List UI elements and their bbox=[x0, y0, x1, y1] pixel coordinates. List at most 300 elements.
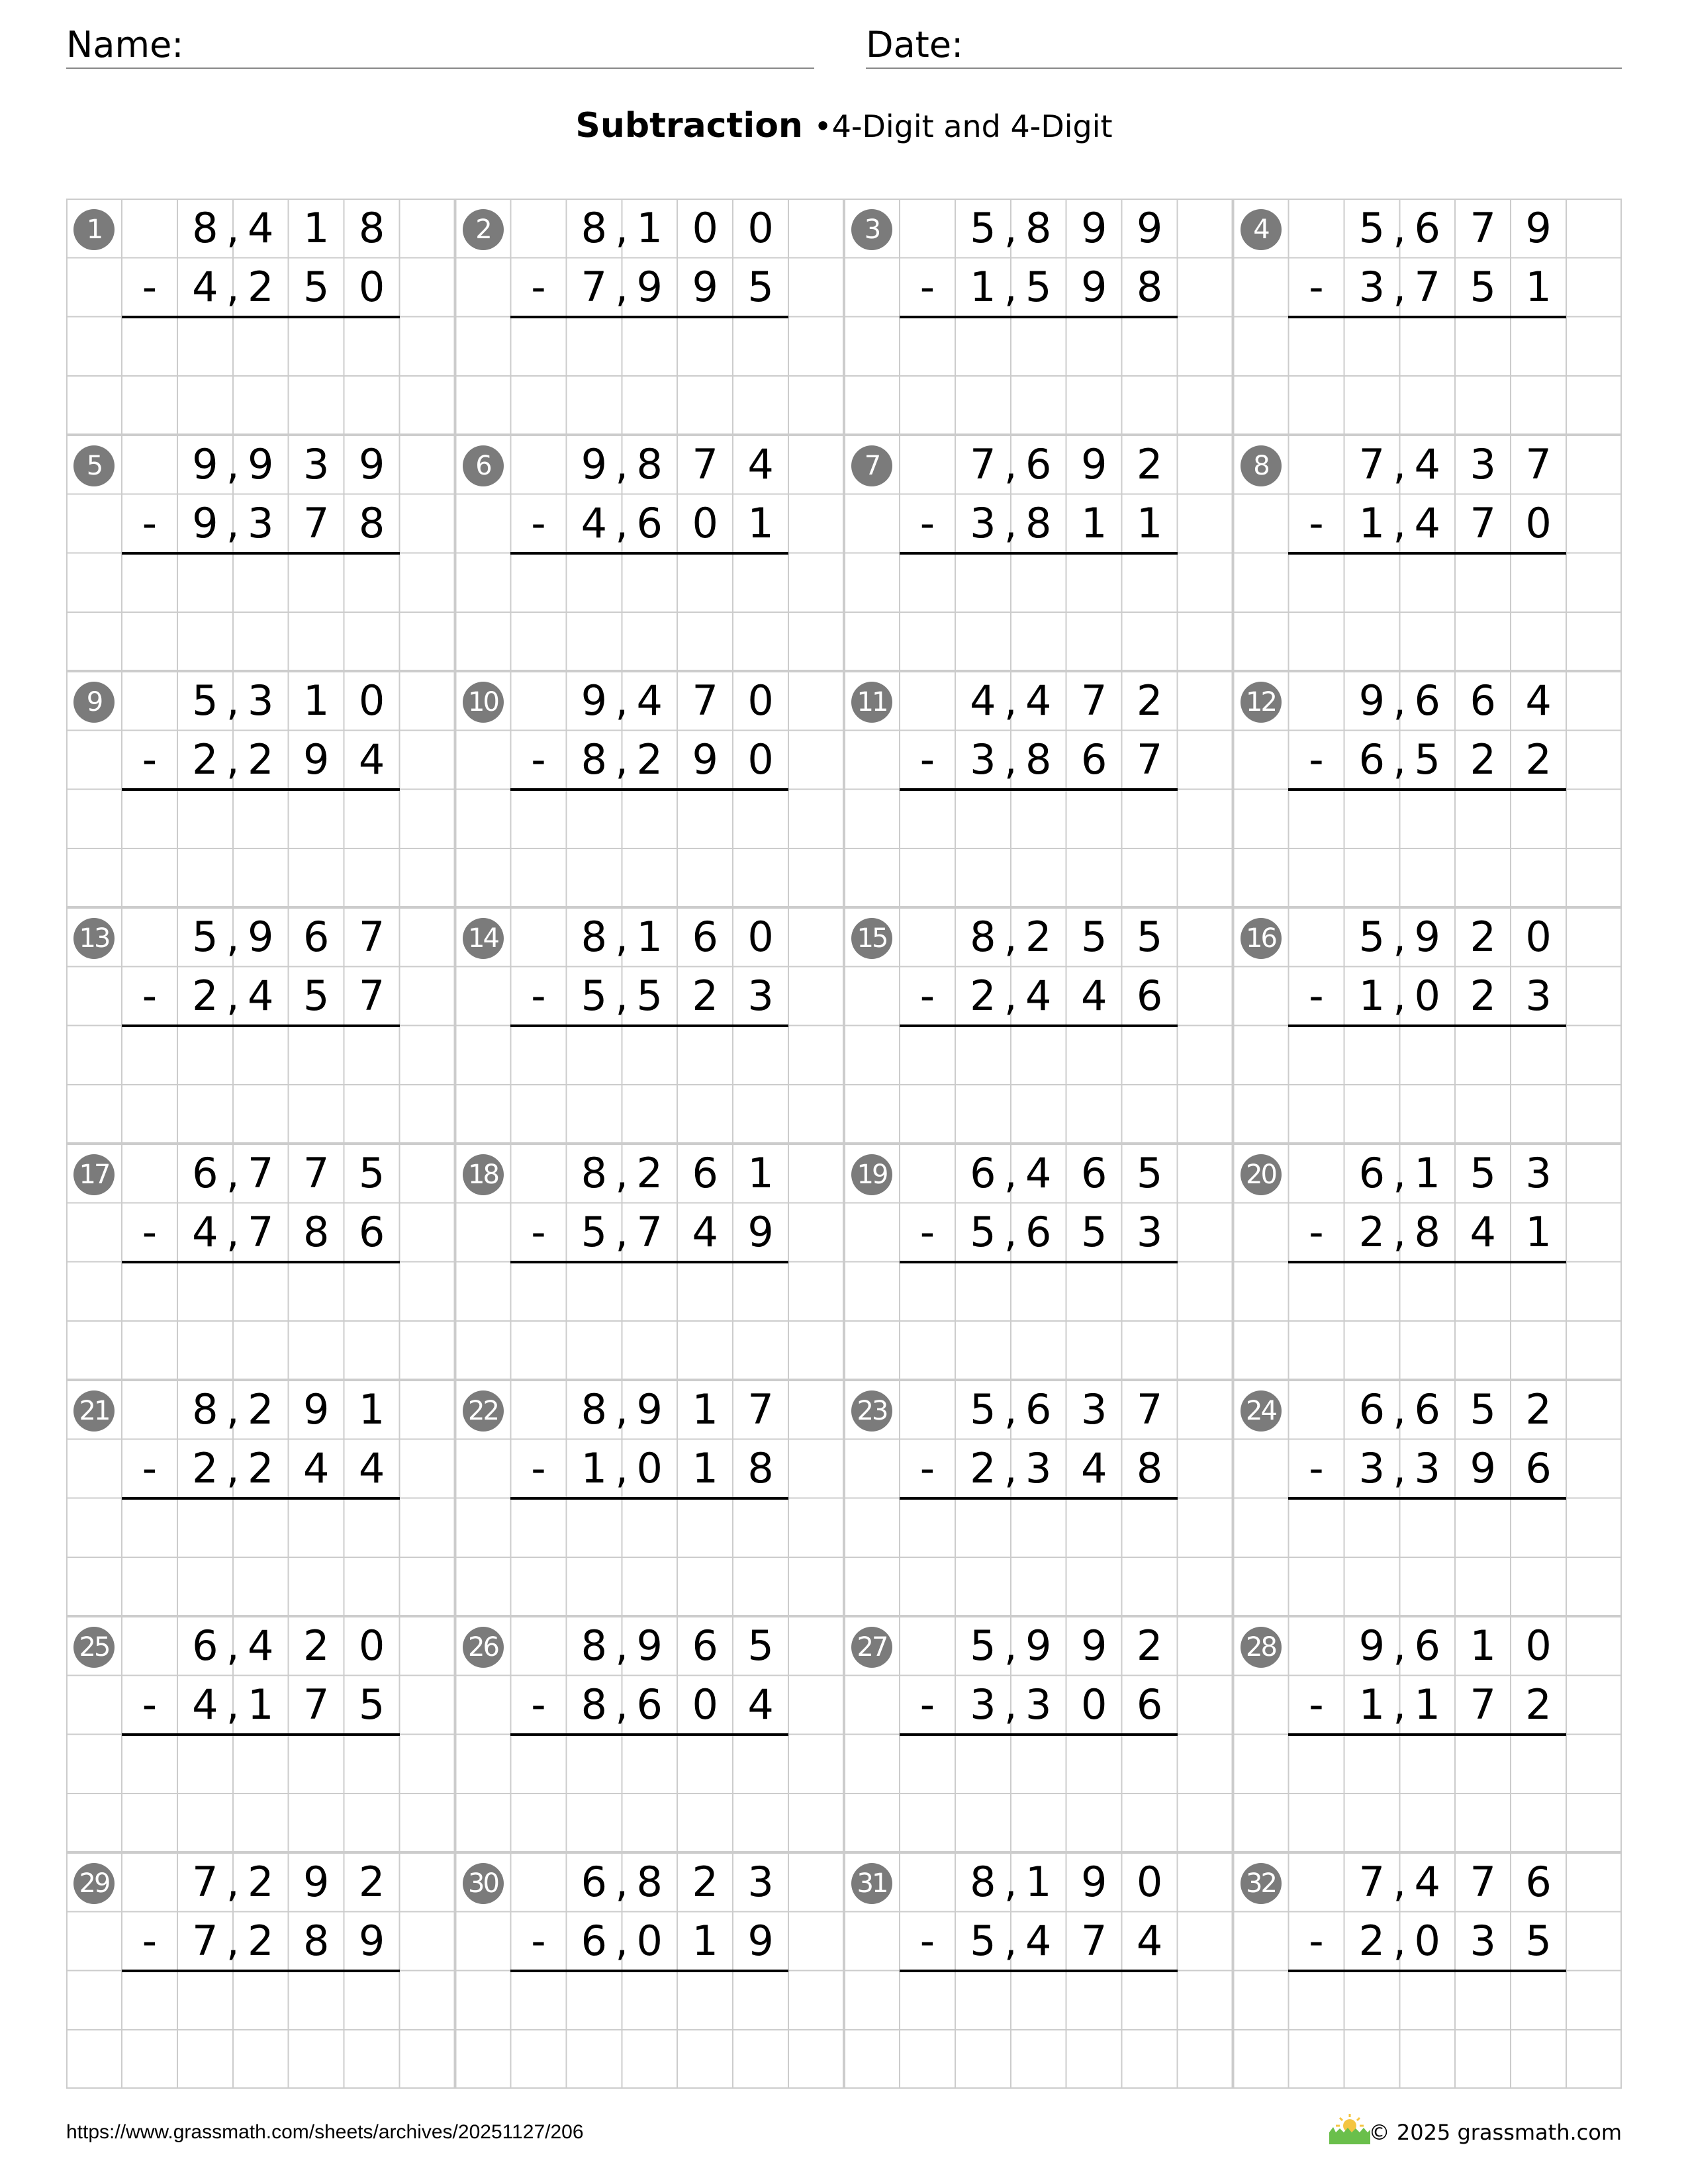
subtrahend-digit: 0 bbox=[1080, 1680, 1107, 1729]
minuend-digit: 6 bbox=[692, 913, 718, 962]
minus-sign: - bbox=[142, 1917, 158, 1966]
subtrahend-digit: 3 bbox=[1525, 972, 1552, 1021]
minuend-digit: 3 bbox=[747, 1858, 774, 1907]
minuend-digit: 8 bbox=[636, 1858, 663, 1907]
problem-number-badge: 13 bbox=[73, 918, 115, 959]
minuend-comma: , bbox=[615, 1385, 629, 1434]
problem-7 bbox=[844, 435, 1233, 671]
minuend-digit: 7 bbox=[1358, 1858, 1385, 1907]
answer-area[interactable] bbox=[1288, 1498, 1566, 1617]
answer-area[interactable] bbox=[900, 1026, 1178, 1144]
problem-number-badge: 8 bbox=[1241, 445, 1282, 486]
minuend-digit: 9 bbox=[581, 676, 608, 725]
problem-6 bbox=[455, 435, 845, 671]
subtrahend-digit: 5 bbox=[970, 1208, 996, 1257]
problem-12 bbox=[1233, 671, 1622, 907]
problem-8 bbox=[1233, 435, 1622, 671]
subtrahend-digit: 9 bbox=[1470, 1444, 1496, 1493]
minuend-digit: 1 bbox=[636, 204, 663, 253]
subtrahend-digit: 6 bbox=[1525, 1444, 1552, 1493]
subtrahend-digit: 0 bbox=[358, 263, 385, 312]
subtrahend-digit: 9 bbox=[636, 263, 663, 312]
minuend-digit: 9 bbox=[303, 1385, 330, 1434]
subtrahend-comma: , bbox=[1004, 1917, 1017, 1966]
date-line[interactable] bbox=[866, 68, 1622, 69]
minuend-comma: , bbox=[615, 1858, 629, 1907]
minus-sign: - bbox=[1309, 1680, 1324, 1729]
subtrahend-digit: 4 bbox=[1414, 499, 1440, 548]
answer-area[interactable] bbox=[510, 317, 788, 435]
minuend-comma: , bbox=[615, 1149, 629, 1198]
answer-area[interactable] bbox=[900, 1498, 1178, 1617]
minuend-digit: 8 bbox=[192, 204, 218, 253]
subtrahend-digit: 0 bbox=[1414, 972, 1440, 1021]
minuend-digit: 9 bbox=[1358, 676, 1385, 725]
minuend-digit: 5 bbox=[1358, 204, 1385, 253]
subtrahend-digit: 9 bbox=[692, 735, 718, 784]
minuend-digit: 0 bbox=[747, 913, 774, 962]
subtrahend-digit: 8 bbox=[747, 1444, 774, 1493]
subtrahend-digit: 0 bbox=[692, 1680, 718, 1729]
answer-area[interactable] bbox=[122, 790, 400, 908]
answer-area[interactable] bbox=[1288, 790, 1566, 908]
problem-16 bbox=[1233, 907, 1622, 1144]
subtrahend-digit: 2 bbox=[1525, 735, 1552, 784]
answer-area[interactable] bbox=[122, 553, 400, 672]
subtrahend-digit: 5 bbox=[970, 1917, 996, 1966]
problem-number-badge: 23 bbox=[851, 1390, 892, 1432]
subtrahend-digit: 9 bbox=[747, 1917, 774, 1966]
answer-area[interactable] bbox=[122, 317, 400, 435]
subtrahend-comma: , bbox=[226, 499, 240, 548]
problem-number-badge: 16 bbox=[1241, 918, 1282, 959]
problem-22 bbox=[455, 1380, 845, 1616]
minuend-digit: 5 bbox=[1470, 1149, 1496, 1198]
minuend-digit: 4 bbox=[970, 676, 996, 725]
title-main: Subtraction bbox=[575, 106, 803, 146]
subtrahend-comma: , bbox=[1393, 735, 1407, 784]
subtrahend-digit: 7 bbox=[1470, 1680, 1496, 1729]
minuend-comma: , bbox=[226, 440, 240, 489]
minuend-digit: 9 bbox=[1358, 1621, 1385, 1670]
subtrahend-digit: 3 bbox=[1025, 1680, 1052, 1729]
subtrahend-digit: 2 bbox=[248, 263, 274, 312]
subtrahend-digit: 3 bbox=[1136, 1208, 1163, 1257]
subtrahend-digit: 3 bbox=[1358, 1444, 1385, 1493]
problem-5 bbox=[66, 435, 455, 671]
subtrahend-digit: 2 bbox=[692, 972, 718, 1021]
answer-area[interactable] bbox=[1288, 1971, 1566, 2089]
subtrahend-comma: , bbox=[226, 1444, 240, 1493]
subtrahend-digit: 7 bbox=[248, 1208, 274, 1257]
subtrahend-comma: , bbox=[1393, 263, 1407, 312]
subtrahend-digit: 1 bbox=[248, 1680, 274, 1729]
subtrahend-digit: 1 bbox=[1525, 1208, 1552, 1257]
problem-number-badge: 11 bbox=[851, 682, 892, 723]
subtrahend-digit: 1 bbox=[970, 263, 996, 312]
minuend-digit: 2 bbox=[1136, 1621, 1163, 1670]
subtrahend-digit: 2 bbox=[1358, 1208, 1385, 1257]
answer-area[interactable] bbox=[122, 1735, 400, 1853]
minuend-digit: 7 bbox=[358, 913, 385, 962]
minuend-digit: 9 bbox=[581, 440, 608, 489]
minuend-digit: 4 bbox=[1025, 676, 1052, 725]
minuend-digit: 8 bbox=[636, 440, 663, 489]
title-subtitle: 4-Digit and 4-Digit bbox=[831, 109, 1113, 144]
minus-sign: - bbox=[1309, 263, 1324, 312]
subtrahend-digit: 1 bbox=[1136, 499, 1163, 548]
problem-11 bbox=[844, 671, 1233, 907]
problem-32 bbox=[1233, 1852, 1622, 2089]
minus-sign: - bbox=[142, 1680, 158, 1729]
subtrahend-digit: 1 bbox=[692, 1917, 718, 1966]
subtrahend-digit: 1 bbox=[1414, 1680, 1440, 1729]
minuend-digit: 3 bbox=[248, 676, 274, 725]
minus-sign: - bbox=[919, 1917, 935, 1966]
minuend-digit: 4 bbox=[1525, 676, 1552, 725]
minus-sign: - bbox=[142, 499, 158, 548]
subtrahend-comma: , bbox=[1393, 972, 1407, 1021]
subtrahend-comma: , bbox=[615, 735, 629, 784]
footer-url: https://www.grassmath.com/sheets/archives/20251127/206 bbox=[66, 2121, 584, 2143]
minuend-digit: 5 bbox=[1080, 913, 1107, 962]
minuend-digit: 7 bbox=[248, 1149, 274, 1198]
subtrahend-digit: 5 bbox=[581, 1208, 608, 1257]
subtrahend-digit: 3 bbox=[970, 1680, 996, 1729]
answer-area[interactable] bbox=[1288, 1262, 1566, 1381]
minuend-comma: , bbox=[226, 913, 240, 962]
subtrahend-comma: , bbox=[1004, 1680, 1017, 1729]
minuend-digit: 7 bbox=[1136, 1385, 1163, 1434]
minuend-digit: 7 bbox=[192, 1858, 218, 1907]
subtrahend-digit: 4 bbox=[581, 499, 608, 548]
subtrahend-digit: 2 bbox=[1358, 1917, 1385, 1966]
minus-sign: - bbox=[1309, 1208, 1324, 1257]
minuend-digit: 4 bbox=[1414, 1858, 1440, 1907]
problem-27 bbox=[844, 1616, 1233, 1852]
answer-area[interactable] bbox=[510, 1971, 788, 2089]
subtrahend-digit: 5 bbox=[1525, 1917, 1552, 1966]
problem-number-badge: 10 bbox=[463, 682, 504, 723]
answer-area[interactable] bbox=[510, 1262, 788, 1381]
minuend-comma: , bbox=[615, 913, 629, 962]
minuend-digit: 6 bbox=[1414, 204, 1440, 253]
minus-sign: - bbox=[142, 1208, 158, 1257]
minuend-digit: 2 bbox=[1136, 440, 1163, 489]
problem-number-badge: 28 bbox=[1241, 1627, 1282, 1668]
minuend-digit: 4 bbox=[248, 204, 274, 253]
subtrahend-digit: 2 bbox=[248, 1444, 274, 1493]
subtrahend-digit: 0 bbox=[747, 735, 774, 784]
subtrahend-digit: 7 bbox=[358, 972, 385, 1021]
minuend-digit: 0 bbox=[747, 676, 774, 725]
subtrahend-digit: 0 bbox=[692, 499, 718, 548]
minus-sign: - bbox=[919, 1680, 935, 1729]
subtrahend-digit: 8 bbox=[1136, 1444, 1163, 1493]
subtrahend-digit: 9 bbox=[192, 499, 218, 548]
problem-number-badge: 4 bbox=[1241, 209, 1282, 250]
minus-sign: - bbox=[1309, 1444, 1324, 1493]
subtrahend-comma: , bbox=[1393, 499, 1407, 548]
minuend-digit: 0 bbox=[1525, 1621, 1552, 1670]
minus-sign: - bbox=[531, 263, 546, 312]
problem-number-badge: 21 bbox=[73, 1390, 115, 1432]
minuend-digit: 6 bbox=[1025, 440, 1052, 489]
minuend-digit: 6 bbox=[1358, 1149, 1385, 1198]
subtrahend-digit: 7 bbox=[581, 263, 608, 312]
answer-area[interactable] bbox=[122, 1498, 400, 1617]
subtrahend-comma: , bbox=[226, 735, 240, 784]
subtrahend-digit: 4 bbox=[1025, 972, 1052, 1021]
subtrahend-digit: 1 bbox=[1358, 499, 1385, 548]
subtrahend-digit: 6 bbox=[1025, 1208, 1052, 1257]
answer-area[interactable] bbox=[1288, 553, 1566, 672]
minus-sign: - bbox=[919, 1444, 935, 1493]
minus-sign: - bbox=[142, 1444, 158, 1493]
minuend-comma: , bbox=[615, 676, 629, 725]
subtrahend-digit: 6 bbox=[1136, 1680, 1163, 1729]
subtrahend-comma: , bbox=[615, 263, 629, 312]
minus-sign: - bbox=[531, 1444, 546, 1493]
minuend-digit: 4 bbox=[248, 1621, 274, 1670]
minuend-digit: 0 bbox=[747, 204, 774, 253]
minus-sign: - bbox=[919, 263, 935, 312]
subtrahend-digit: 8 bbox=[358, 499, 385, 548]
subtrahend-digit: 5 bbox=[636, 972, 663, 1021]
answer-area[interactable] bbox=[122, 1971, 400, 2089]
minuend-comma: , bbox=[615, 440, 629, 489]
subtrahend-digit: 1 bbox=[747, 499, 774, 548]
subtrahend-digit: 0 bbox=[1525, 499, 1552, 548]
problem-17 bbox=[66, 1144, 455, 1380]
minuend-digit: 6 bbox=[303, 913, 330, 962]
minuend-digit: 6 bbox=[192, 1621, 218, 1670]
answer-area[interactable] bbox=[900, 790, 1178, 908]
minuend-comma: , bbox=[615, 204, 629, 253]
date-label: Date: bbox=[866, 24, 964, 66]
minuend-comma: , bbox=[1004, 1621, 1017, 1670]
minuend-comma: , bbox=[226, 1385, 240, 1434]
answer-area[interactable] bbox=[1288, 1026, 1566, 1144]
problem-18 bbox=[455, 1144, 845, 1380]
subtrahend-digit: 1 bbox=[692, 1444, 718, 1493]
subtrahend-digit: 2 bbox=[970, 972, 996, 1021]
minus-sign: - bbox=[531, 972, 546, 1021]
minuend-digit: 9 bbox=[192, 440, 218, 489]
subtrahend-digit: 5 bbox=[1080, 1208, 1107, 1257]
subtrahend-digit: 9 bbox=[358, 1917, 385, 1966]
answer-area[interactable] bbox=[900, 1971, 1178, 2089]
minuend-digit: 0 bbox=[358, 676, 385, 725]
subtrahend-comma: , bbox=[615, 1917, 629, 1966]
subtrahend-digit: 4 bbox=[192, 1208, 218, 1257]
minus-sign: - bbox=[919, 735, 935, 784]
problem-number-badge: 30 bbox=[463, 1863, 504, 1904]
minuend-digit: 8 bbox=[192, 1385, 218, 1434]
minuend-digit: 9 bbox=[358, 440, 385, 489]
subtrahend-digit: 4 bbox=[1025, 1917, 1052, 1966]
minuend-comma: , bbox=[1393, 1858, 1407, 1907]
subtrahend-digit: 4 bbox=[692, 1208, 718, 1257]
problem-number-badge: 7 bbox=[851, 445, 892, 486]
answer-area[interactable] bbox=[122, 1026, 400, 1144]
subtrahend-digit: 6 bbox=[1080, 735, 1107, 784]
minuend-digit: 7 bbox=[1080, 676, 1107, 725]
minuend-digit: 9 bbox=[636, 1621, 663, 1670]
subtrahend-digit: 2 bbox=[636, 735, 663, 784]
minuend-digit: 6 bbox=[1414, 1385, 1440, 1434]
minuend-comma: , bbox=[1004, 1385, 1017, 1434]
problem-23 bbox=[844, 1380, 1233, 1616]
minuend-comma: , bbox=[226, 676, 240, 725]
minuend-comma: , bbox=[1004, 204, 1017, 253]
answer-area[interactable] bbox=[1288, 1735, 1566, 1853]
footer-copyright: © 2025 grassmath.com bbox=[1368, 2120, 1622, 2145]
minuend-digit: 4 bbox=[747, 440, 774, 489]
subtrahend-comma: , bbox=[1004, 499, 1017, 548]
subtrahend-comma: , bbox=[1004, 1208, 1017, 1257]
minuend-digit: 5 bbox=[1470, 1385, 1496, 1434]
subtrahend-digit: 9 bbox=[303, 735, 330, 784]
minuend-digit: 9 bbox=[1080, 1858, 1107, 1907]
minuend-digit: 5 bbox=[358, 1149, 385, 1198]
minuend-digit: 2 bbox=[248, 1858, 274, 1907]
page-title bbox=[0, 106, 1688, 146]
answer-area[interactable] bbox=[900, 1262, 1178, 1381]
subtrahend-digit: 1 bbox=[1525, 263, 1552, 312]
subtrahend-comma: , bbox=[1004, 735, 1017, 784]
answer-area[interactable] bbox=[122, 1262, 400, 1381]
problem-1 bbox=[66, 199, 455, 435]
problem-31 bbox=[844, 1852, 1233, 2089]
minuend-digit: 5 bbox=[1136, 913, 1163, 962]
minus-sign: - bbox=[919, 1208, 935, 1257]
minus-sign: - bbox=[919, 499, 935, 548]
minuend-digit: 5 bbox=[970, 1621, 996, 1670]
problem-number-badge: 17 bbox=[73, 1154, 115, 1195]
answer-area[interactable] bbox=[900, 553, 1178, 672]
minuend-digit: 9 bbox=[1080, 204, 1107, 253]
minuend-digit: 4 bbox=[1414, 440, 1440, 489]
subtrahend-comma: , bbox=[615, 972, 629, 1021]
answer-area[interactable] bbox=[510, 1735, 788, 1853]
minuend-digit: 8 bbox=[1025, 204, 1052, 253]
minuend-digit: 0 bbox=[1136, 1858, 1163, 1907]
minuend-digit: 6 bbox=[1525, 1858, 1552, 1907]
minus-sign: - bbox=[142, 263, 158, 312]
subtrahend-comma: , bbox=[615, 1680, 629, 1729]
answer-area[interactable] bbox=[510, 553, 788, 672]
problem-19 bbox=[844, 1144, 1233, 1380]
subtrahend-comma: , bbox=[226, 263, 240, 312]
minuend-digit: 2 bbox=[1136, 676, 1163, 725]
minuend-digit: 0 bbox=[358, 1621, 385, 1670]
subtrahend-digit: 8 bbox=[581, 735, 608, 784]
minuend-digit: 3 bbox=[1080, 1385, 1107, 1434]
subtrahend-comma: , bbox=[1393, 1208, 1407, 1257]
minuend-digit: 6 bbox=[1414, 676, 1440, 725]
minus-sign: - bbox=[531, 1208, 546, 1257]
problem-3 bbox=[844, 199, 1233, 435]
minuend-digit: 3 bbox=[1470, 440, 1496, 489]
minuend-comma: , bbox=[226, 1621, 240, 1670]
minuend-digit: 8 bbox=[581, 1149, 608, 1198]
minuend-digit: 9 bbox=[1525, 204, 1552, 253]
subtrahend-digit: 8 bbox=[1025, 735, 1052, 784]
minuend-comma: , bbox=[1393, 1149, 1407, 1198]
minuend-digit: 9 bbox=[248, 913, 274, 962]
subtrahend-digit: 3 bbox=[1414, 1444, 1440, 1493]
problem-number-badge: 27 bbox=[851, 1627, 892, 1668]
minuend-comma: , bbox=[615, 1621, 629, 1670]
minuend-comma: , bbox=[226, 204, 240, 253]
problem-26 bbox=[455, 1616, 845, 1852]
problem-9 bbox=[66, 671, 455, 907]
minuend-digit: 6 bbox=[1358, 1385, 1385, 1434]
minuend-digit: 8 bbox=[581, 1385, 608, 1434]
minuend-digit: 7 bbox=[1525, 440, 1552, 489]
answer-area[interactable] bbox=[510, 1026, 788, 1144]
answer-area[interactable] bbox=[510, 790, 788, 908]
answer-area[interactable] bbox=[900, 1735, 1178, 1853]
minuend-digit: 1 bbox=[358, 1385, 385, 1434]
subtrahend-digit: 7 bbox=[1136, 735, 1163, 784]
subtrahend-digit: 2 bbox=[192, 972, 218, 1021]
minuend-digit: 4 bbox=[636, 676, 663, 725]
minus-sign: - bbox=[1309, 1917, 1324, 1966]
minus-sign: - bbox=[142, 972, 158, 1021]
answer-area[interactable] bbox=[1288, 317, 1566, 435]
minuend-comma: , bbox=[1393, 204, 1407, 253]
minuend-digit: 5 bbox=[192, 676, 218, 725]
subtrahend-digit: 6 bbox=[358, 1208, 385, 1257]
minus-sign: - bbox=[142, 735, 158, 784]
minuend-digit: 4 bbox=[1025, 1149, 1052, 1198]
minuend-digit: 7 bbox=[303, 1149, 330, 1198]
subtrahend-digit: 0 bbox=[636, 1444, 663, 1493]
subtrahend-digit: 8 bbox=[1136, 263, 1163, 312]
name-line[interactable] bbox=[66, 68, 814, 69]
minuend-digit: 8 bbox=[581, 204, 608, 253]
minuend-digit: 1 bbox=[1470, 1621, 1496, 1670]
subtrahend-digit: 4 bbox=[1136, 1917, 1163, 1966]
problem-number-badge: 2 bbox=[463, 209, 504, 250]
minuend-digit: 7 bbox=[747, 1385, 774, 1434]
minuend-comma: , bbox=[1004, 913, 1017, 962]
minuend-digit: 9 bbox=[1414, 913, 1440, 962]
minuend-digit: 1 bbox=[303, 204, 330, 253]
problem-number-badge: 15 bbox=[851, 918, 892, 959]
subtrahend-digit: 2 bbox=[192, 1444, 218, 1493]
answer-area[interactable] bbox=[900, 317, 1178, 435]
minuend-digit: 6 bbox=[581, 1858, 608, 1907]
subtrahend-digit: 4 bbox=[358, 735, 385, 784]
problem-30 bbox=[455, 1852, 845, 2089]
subtrahend-digit: 3 bbox=[1470, 1917, 1496, 1966]
subtrahend-digit: 6 bbox=[581, 1917, 608, 1966]
problem-number-badge: 26 bbox=[463, 1627, 504, 1668]
answer-area[interactable] bbox=[510, 1498, 788, 1617]
subtrahend-digit: 3 bbox=[970, 735, 996, 784]
name-label: Name: bbox=[66, 24, 184, 66]
subtrahend-digit: 2 bbox=[248, 1917, 274, 1966]
minuend-comma: , bbox=[1004, 1149, 1017, 1198]
subtrahend-digit: 2 bbox=[248, 735, 274, 784]
minuend-digit: 9 bbox=[1136, 204, 1163, 253]
subtrahend-digit: 3 bbox=[1025, 1444, 1052, 1493]
problem-14 bbox=[455, 907, 845, 1144]
minuend-comma: , bbox=[1393, 913, 1407, 962]
